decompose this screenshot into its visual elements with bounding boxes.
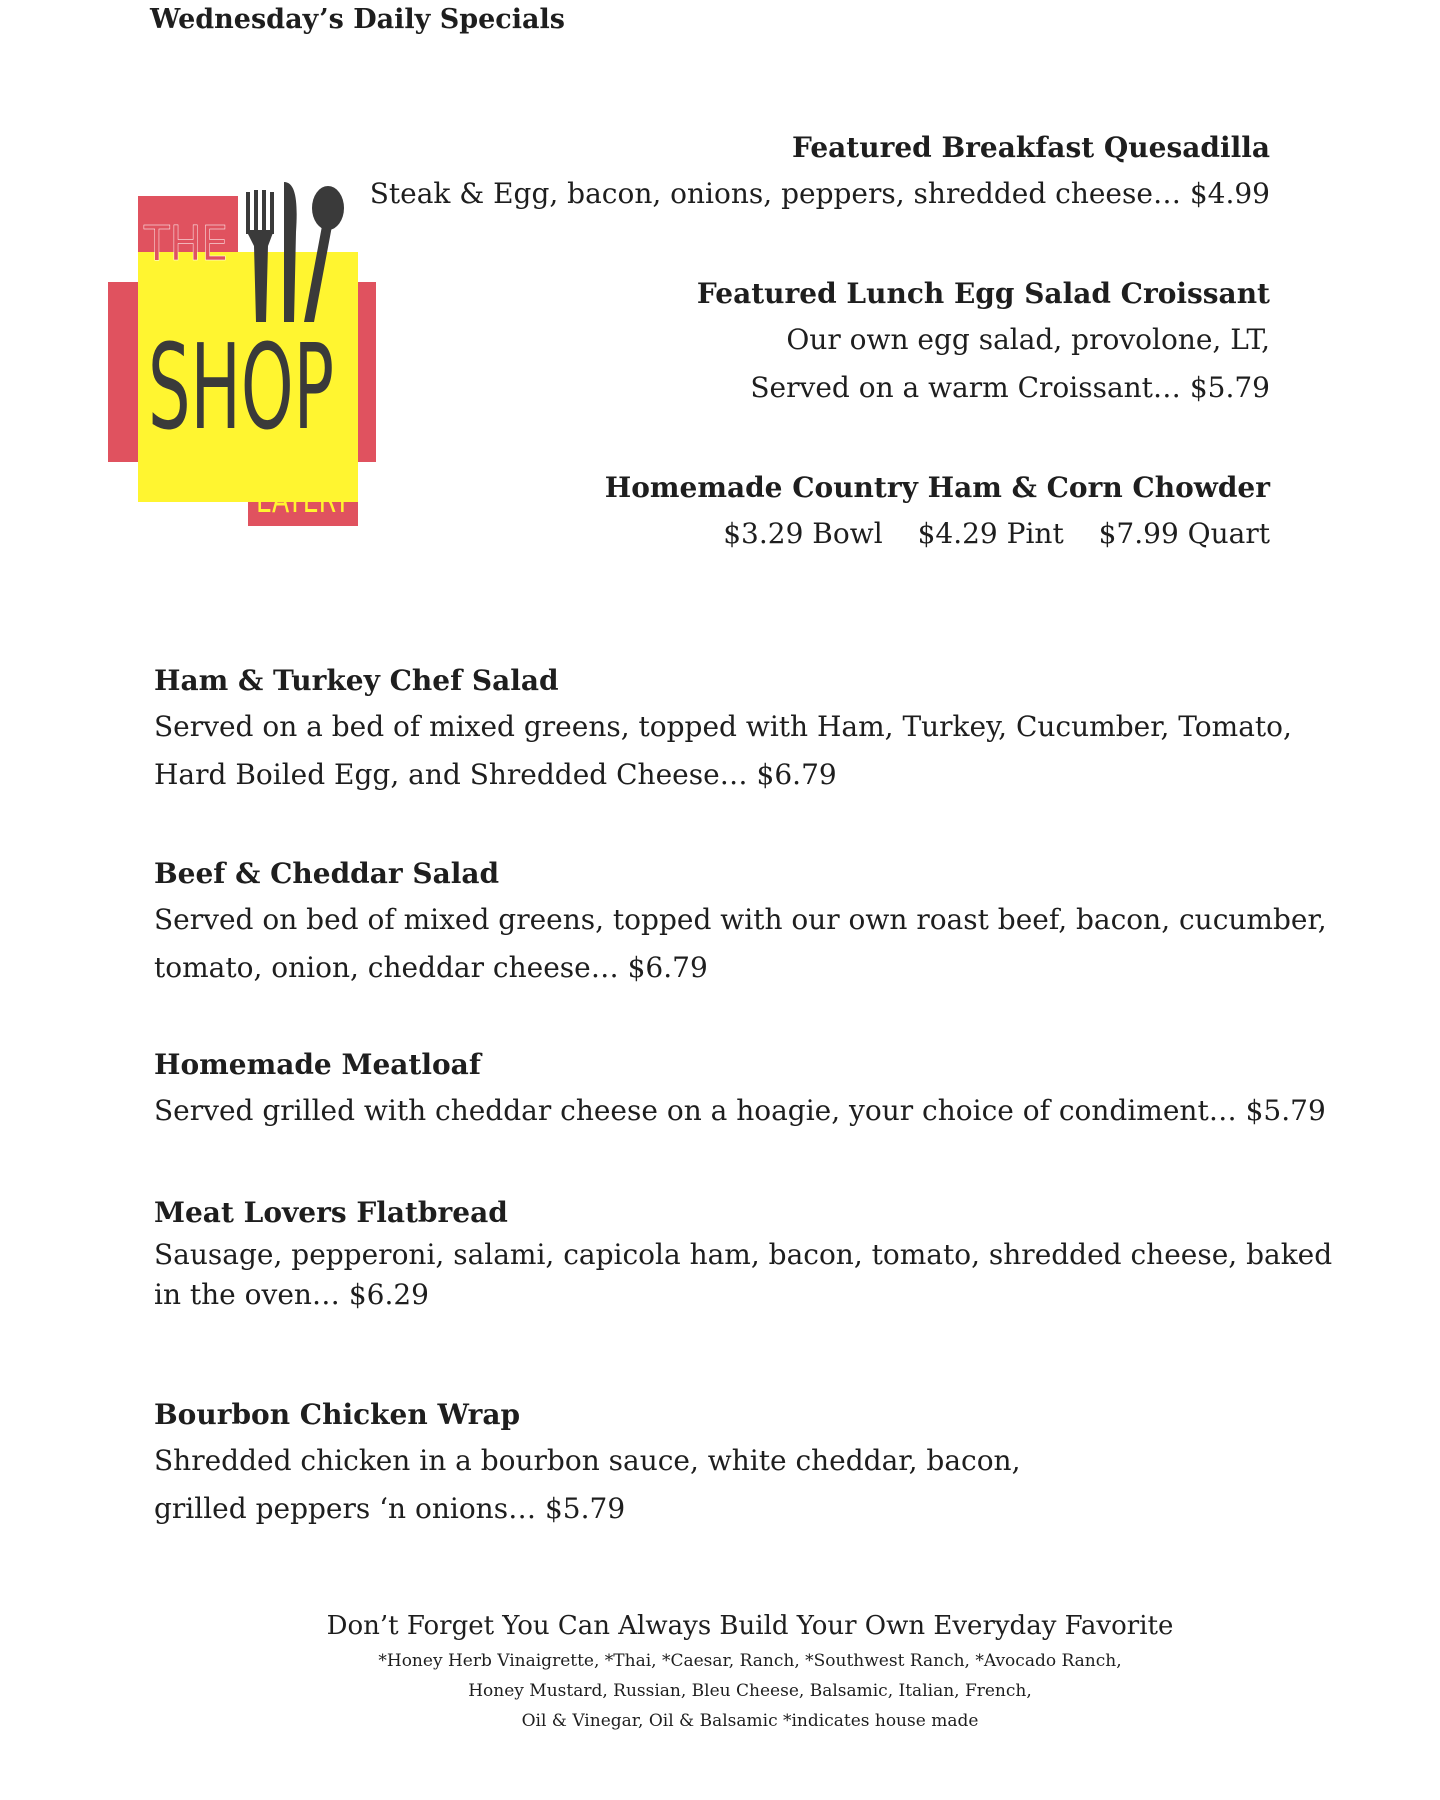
menu-item-title: Bourbon Chicken Wrap <box>154 1398 521 1431</box>
logo-the-text: THE <box>143 216 228 272</box>
menu-item-chef-salad <box>154 659 1294 799</box>
featured-breakfast <box>370 126 1270 218</box>
featured-breakfast-title: Featured Breakfast Quesadilla <box>792 131 1270 164</box>
featured-lunch-desc-line2: Served on a warm Croissant… $5.79 <box>750 371 1270 404</box>
menu-item-flatbread <box>154 1191 1333 1315</box>
menu-item-desc-line2: Hard Boiled Egg, and Shredded Cheese… $6.79 <box>154 758 837 791</box>
featured-chowder <box>605 466 1270 558</box>
menu-item-meatloaf <box>154 1043 1326 1135</box>
logo-eatery-text: EATERY <box>256 480 351 521</box>
menu-item-title: Ham & Turkey Chef Salad <box>154 664 559 697</box>
menu-item-desc-line1: Sausage, pepperoni, salami, capicola ham, bacon, tomato, shredded cheese, baked <box>154 1238 1333 1271</box>
featured-chowder-title: Homemade Country Ham & Corn Chowder <box>604 471 1270 504</box>
menu-item-desc-line2: in the oven… $6.29 <box>154 1278 429 1311</box>
menu-item-bourbon-chicken-wrap <box>154 1393 1294 1533</box>
featured-lunch-desc-line1: Our own egg salad, provolone, LT, <box>786 323 1270 356</box>
menu-item-title: Meat Lovers Flatbread <box>154 1196 508 1229</box>
dressing-list-line3: Oil & Vinegar, Oil & Balsamic *indicates house made <box>521 1711 979 1731</box>
build-your-own-footer <box>250 1606 1250 1736</box>
chowder-prices <box>605 510 1270 558</box>
menu-item-title: Beef & Cheddar Salad <box>154 857 500 890</box>
logo-shop-text: SHOP <box>148 318 334 456</box>
chowder-price-quart: $7.99 Quart <box>1098 517 1270 550</box>
chowder-price-pint: $4.29 Pint <box>917 517 1064 550</box>
featured-lunch <box>697 272 1270 412</box>
page-title: Wednesday’s Daily Specials <box>150 4 565 35</box>
menu-item-desc-line1: Served grilled with cheddar cheese on a hoagie, your choice of condiment… $5.79 <box>154 1094 1326 1127</box>
footer-heading: Don’t Forget You Can Always Build Your Own Everyday Favorite <box>326 1611 1174 1641</box>
chowder-price-bowl: $3.29 Bowl <box>723 517 883 550</box>
the-shop-eatery-logo <box>108 172 376 534</box>
menu-item-desc-line1: Shredded chicken in a bourbon sauce, white cheddar, bacon, <box>154 1444 1021 1477</box>
menu-item-desc-line2: tomato, onion, cheddar cheese… $6.79 <box>154 951 708 984</box>
menu-item-title: Homemade Meatloaf <box>154 1048 481 1081</box>
menu-item-desc-line2: grilled peppers ‘n onions… $5.79 <box>154 1492 626 1525</box>
menu-item-beef-cheddar-salad <box>154 852 1327 992</box>
menu-item-desc-line1: Served on a bed of mixed greens, topped with Ham, Turkey, Cucumber, Tomato, <box>154 710 1292 743</box>
featured-breakfast-desc: Steak & Egg, bacon, onions, peppers, shredded cheese… $4.99 <box>369 177 1270 210</box>
menu-item-desc-line1: Served on bed of mixed greens, topped with our own roast beef, bacon, cucumber, <box>154 903 1327 936</box>
dressing-list-line2: Honey Mustard, Russian, Bleu Cheese, Balsamic, Italian, French, <box>468 1681 1032 1701</box>
featured-lunch-title: Featured Lunch Egg Salad Croissant <box>696 277 1270 310</box>
dressing-list-line1: *Honey Herb Vinaigrette, *Thai, *Caesar, Ranch, *Southwest Ranch, *Avocado Ranch, <box>378 1651 1122 1671</box>
